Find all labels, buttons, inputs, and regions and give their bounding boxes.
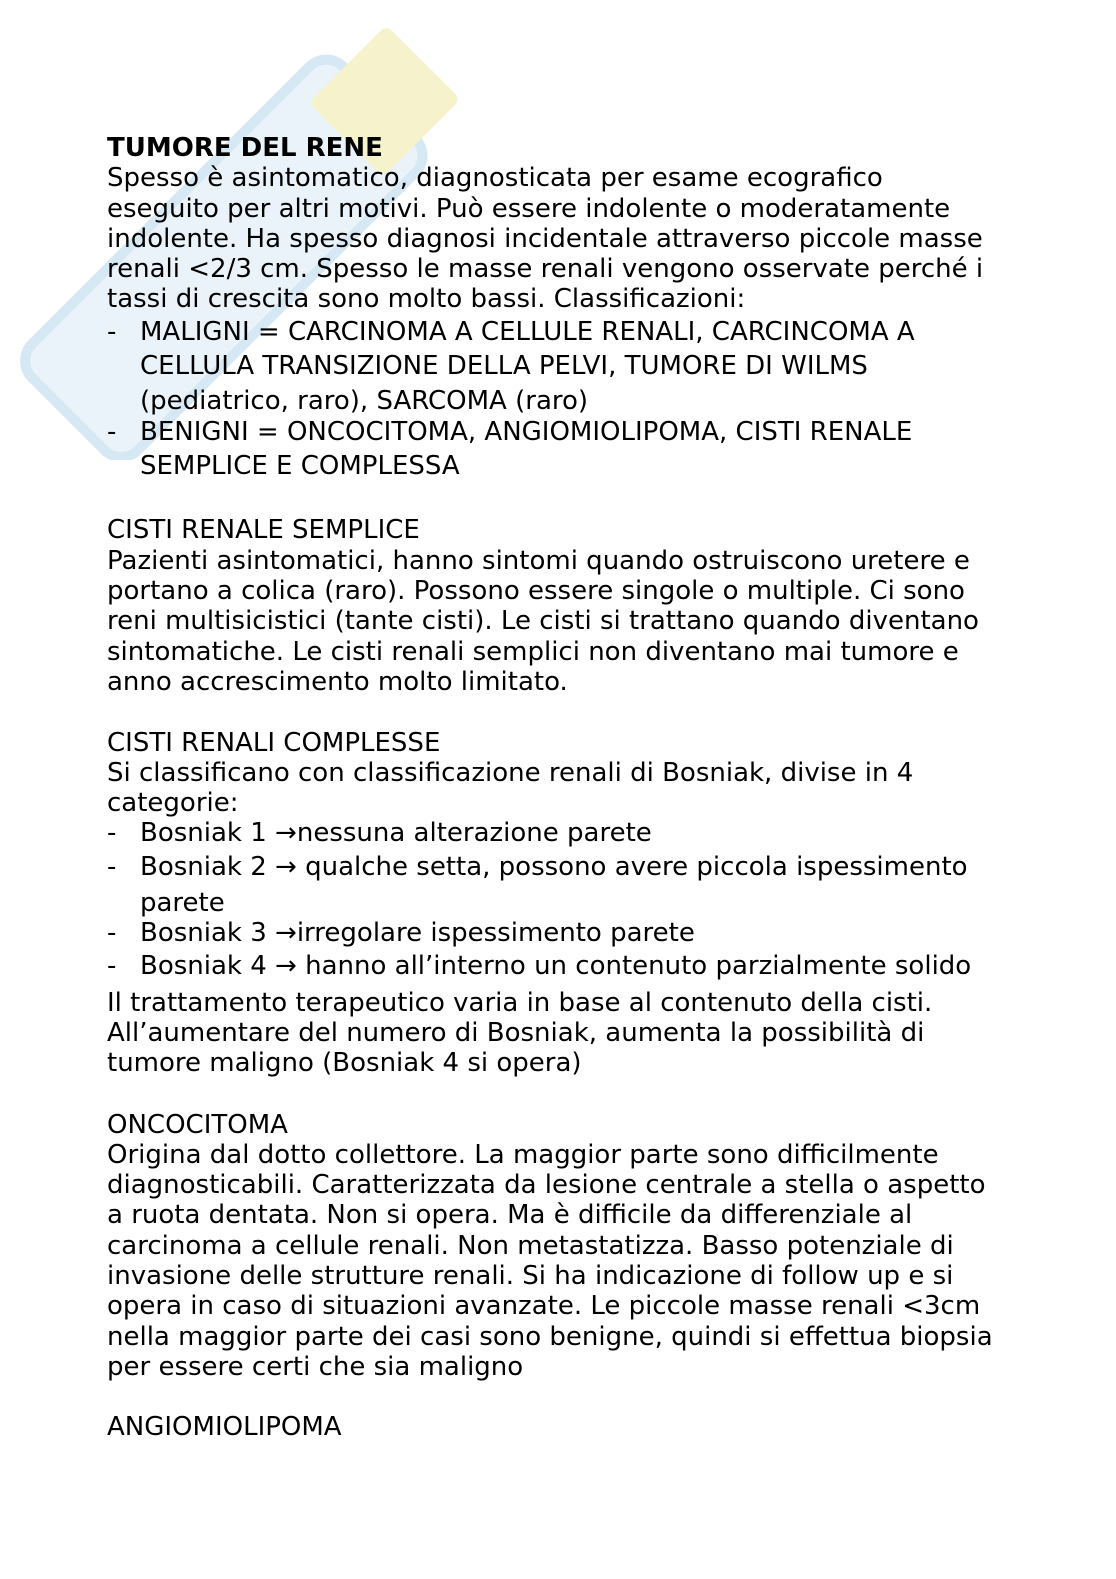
list-bullet: - bbox=[107, 416, 117, 447]
paragraph-line: nella maggior parte dei casi sono benigne, quindi si effettua biopsia bbox=[107, 1321, 993, 1352]
paragraph-line: diagnosticabili. Caratterizzata da lesione centrale a stella o aspetto bbox=[107, 1170, 986, 1201]
document-body bbox=[107, 133, 1007, 1443]
paragraph-line: categorie: bbox=[107, 788, 239, 819]
paragraph-line: Si classificano con classificazione renali di Bosniak, divise in 4 bbox=[107, 757, 914, 788]
list-bullet: - bbox=[107, 818, 117, 849]
section-heading: CISTI RENALI COMPLESSE bbox=[107, 727, 441, 758]
paragraph-line: All’aumentare del numero di Bosniak, aumenta la possibilità di bbox=[107, 1017, 925, 1048]
list-item-line: CELLULA TRANSIZIONE DELLA PELVI, TUMORE DI WILMS bbox=[140, 351, 868, 382]
bosniak-list bbox=[107, 818, 1007, 985]
list-item bbox=[107, 315, 1007, 419]
list-item-text bbox=[140, 849, 1007, 921]
paragraph-line: renali <2/3 cm. Spesso le masse renali vengono osservate perché i bbox=[107, 254, 984, 285]
section-heading: ANGIOMIOLIPOMA bbox=[107, 1412, 342, 1443]
list-item-line: MALIGNI = CARCINOMA A CELLULE RENALI, CARCINCOMA A bbox=[140, 316, 915, 347]
list-bullet: - bbox=[107, 852, 117, 883]
section-cisti-renali-complesse bbox=[107, 728, 1007, 1079]
list-bullet: - bbox=[107, 951, 117, 982]
paragraph-line: tumore maligno (Bosniak 4 si opera) bbox=[107, 1048, 582, 1079]
section-tumore-del-rene bbox=[107, 133, 1007, 484]
list-item-line: SEMPLICE E COMPLESSA bbox=[140, 451, 460, 482]
paragraph-line: carcinoma a cellule renali. Non metastatizza. Basso potenziale di bbox=[107, 1230, 954, 1261]
list-item-text bbox=[140, 818, 1007, 849]
paragraph-line: portano a colica (raro). Possono essere singole o multiple. Ci sono bbox=[107, 576, 965, 607]
paragraph-line: Pazienti asintomatici, hanno sintomi quando ostruiscono uretere e bbox=[107, 545, 970, 576]
paragraph-line: a ruota dentata. Non si opera. Ma è difficile da differenziale al bbox=[107, 1200, 913, 1231]
list-bullet: - bbox=[107, 316, 117, 347]
section-angiomiolipoma bbox=[107, 1412, 1007, 1442]
list-item-text bbox=[140, 948, 1007, 985]
list-item bbox=[107, 818, 1007, 849]
list-item-line: Bosniak 4 → hanno all’interno un contenuto parzialmente solido bbox=[140, 951, 972, 982]
paragraph-line: Il trattamento terapeutico varia in base al contenuto della cisti. bbox=[107, 987, 933, 1018]
list-item-text bbox=[140, 315, 1007, 419]
classification-list bbox=[107, 315, 1007, 484]
list-item-line: parete bbox=[140, 888, 225, 919]
section-heading: ONCOCITOMA bbox=[107, 1109, 288, 1140]
paragraph-line: eseguito per altri motivi. Può essere indolente o moderatamente bbox=[107, 193, 951, 224]
section-oncocitoma bbox=[107, 1110, 1007, 1383]
paragraph bbox=[107, 988, 1007, 1079]
list-item bbox=[107, 948, 1007, 985]
paragraph-line: reni multisicistici (tante cisti). Le cisti si trattano quando diventano bbox=[107, 606, 979, 637]
paragraph-line: sintomatiche. Le cisti renali semplici non diventano mai tumore e bbox=[107, 636, 959, 667]
list-item bbox=[107, 415, 1007, 484]
section-heading: CISTI RENALE SEMPLICE bbox=[107, 515, 420, 546]
document-title: TUMORE DEL RENE bbox=[107, 133, 383, 163]
list-item-line: Bosniak 1 →nessuna alterazione parete bbox=[140, 818, 652, 849]
list-item bbox=[107, 849, 1007, 921]
list-item-line: BENIGNI = ONCOCITOMA, ANGIOMIOLIPOMA, CISTI RENALE bbox=[140, 416, 913, 447]
list-item bbox=[107, 918, 1007, 948]
paragraph-line: invasione delle strutture renali. Si ha indicazione di follow up e si bbox=[107, 1261, 954, 1291]
paragraph-line: anno accrescimento molto limitato. bbox=[107, 666, 568, 697]
list-item-text bbox=[140, 415, 1007, 484]
section-cisti-renale-semplice bbox=[107, 515, 1007, 697]
paragraph-line: Spesso è asintomatico, diagnosticata per esame ecografico bbox=[107, 163, 883, 194]
list-item-text bbox=[140, 918, 1007, 948]
paragraph-line: opera in caso di situazioni avanzate. Le piccole masse renali <3cm bbox=[107, 1291, 981, 1322]
paragraph-line: Origina dal dotto collettore. La maggior parte sono difficilmente bbox=[107, 1139, 939, 1170]
list-item-line: Bosniak 3 →irregolare ispessimento parete bbox=[140, 918, 695, 949]
list-item-line: Bosniak 2 → qualche setta, possono avere piccola ispessimento bbox=[140, 852, 968, 883]
paragraph-line: indolente. Ha spesso diagnosi incidentale attraverso piccole masse bbox=[107, 223, 983, 254]
list-bullet: - bbox=[107, 918, 117, 949]
paragraph-line: per essere certi che sia maligno bbox=[107, 1351, 524, 1382]
paragraph-line: tassi di crescita sono molto bassi. Classificazioni: bbox=[107, 284, 746, 315]
list-item-line: (pediatrico, raro), SARCOMA (raro) bbox=[140, 385, 589, 416]
